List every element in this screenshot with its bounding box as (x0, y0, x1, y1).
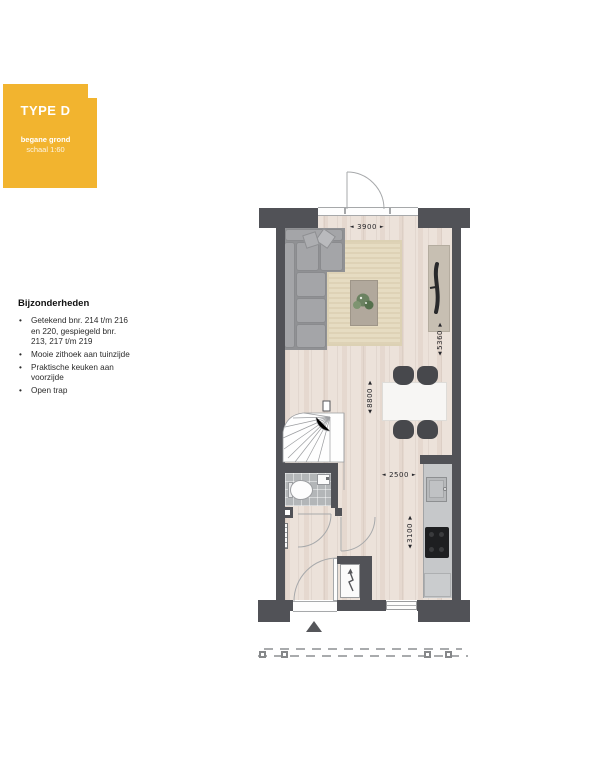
arrow-down-icon: ▼ (368, 408, 372, 415)
wall-corner-top-left (259, 208, 318, 228)
wall-meter-cupboard-side (360, 564, 372, 600)
wall-corner-bottom-left (258, 600, 290, 622)
features-panel (18, 298, 132, 399)
cooktop (425, 527, 449, 558)
mullion (389, 207, 391, 214)
sofa-seat-cushion (296, 298, 326, 323)
sofa-seat-cushion (296, 272, 326, 297)
facade-glazing (318, 207, 418, 216)
fence-line (264, 648, 462, 650)
tv-cabinet (428, 245, 450, 332)
wall-right (452, 228, 461, 600)
sofa-back-cushion (284, 242, 295, 348)
burner (429, 547, 434, 552)
burner (439, 532, 444, 537)
dimension-living-width: ◄ 3900 ► (349, 223, 385, 231)
meter-cupboard-door (340, 564, 360, 598)
arrow-up-icon: ▲ (368, 380, 372, 386)
type-badge-step (88, 98, 97, 188)
burner (439, 547, 444, 552)
arrow-down-icon: ▼ (438, 350, 442, 357)
features-list (18, 316, 132, 397)
fence-post (424, 651, 431, 658)
dining-chair (417, 366, 438, 385)
entrance-marker-icon (306, 621, 322, 632)
dimension-living-depth: ▲ 5360 ▼ (436, 322, 444, 357)
dining-chair (393, 420, 414, 439)
arrow-right-icon: ► (411, 471, 417, 478)
dining-chair (417, 420, 438, 439)
type-badge-title: TYPE D (20, 103, 71, 118)
dimension-total-depth: ▲ 8800 ▼ (366, 380, 374, 415)
wall-door-jamb (335, 508, 342, 516)
wall-toilet-top (285, 463, 338, 473)
front-door-threshold (293, 601, 337, 612)
wall-kitchen-stub (420, 455, 452, 464)
wall-meter-cupboard-top (337, 556, 372, 564)
wall-bottom (337, 600, 386, 611)
dining-chair (393, 366, 414, 385)
wall-corner-top-right (418, 208, 470, 228)
arrow-right-icon: ► (379, 223, 385, 230)
feature-item: • Praktische keuken aan voorzijde (18, 363, 132, 384)
feature-item: • Getekend bnr. 214 t/m 216 en 220, gespiegeld bnr. 213, 217 t/m 219 (18, 316, 132, 348)
wall-toilet-right (331, 473, 338, 508)
kitchen-sink-basin (429, 480, 444, 498)
burner (429, 532, 434, 537)
wall-left (276, 228, 285, 600)
dimension-kitchen-depth: ▲ 3100 ▼ (406, 515, 414, 550)
type-badge-scale: schaal 1:60 (26, 145, 65, 154)
type-badge-floor: begane grond (20, 135, 71, 144)
mullion (344, 207, 346, 214)
arrow-down-icon: ▼ (408, 543, 412, 550)
washbasin-tap (326, 477, 329, 480)
fence-line (258, 655, 468, 657)
fence-post (281, 651, 288, 658)
coffee-table (350, 280, 378, 326)
feature-item: • Open trap (18, 386, 132, 397)
dining-table (382, 382, 447, 421)
kitchen-cabinet (424, 573, 451, 597)
wall-corner-bottom-right (418, 600, 470, 622)
fence-post (259, 651, 266, 658)
front-door-leaf (333, 558, 338, 601)
fence-post (445, 651, 452, 658)
sofa-seat-cushion (296, 324, 326, 348)
kitchen-faucet (443, 487, 447, 491)
arrow-left-icon: ◄ (381, 471, 387, 478)
feature-item: • Mooie zithoek aan tuinzijde (18, 350, 132, 361)
arrow-up-icon: ▲ (438, 322, 442, 328)
arrow-up-icon: ▲ (408, 515, 412, 521)
features-heading: Bijzonderheden (18, 298, 90, 309)
dimension-kitchen-width: ◄ 2500 ► (381, 471, 417, 479)
door-arc-terrace (347, 172, 384, 209)
kitchen-window (386, 601, 417, 610)
arrow-left-icon: ◄ (349, 223, 355, 230)
